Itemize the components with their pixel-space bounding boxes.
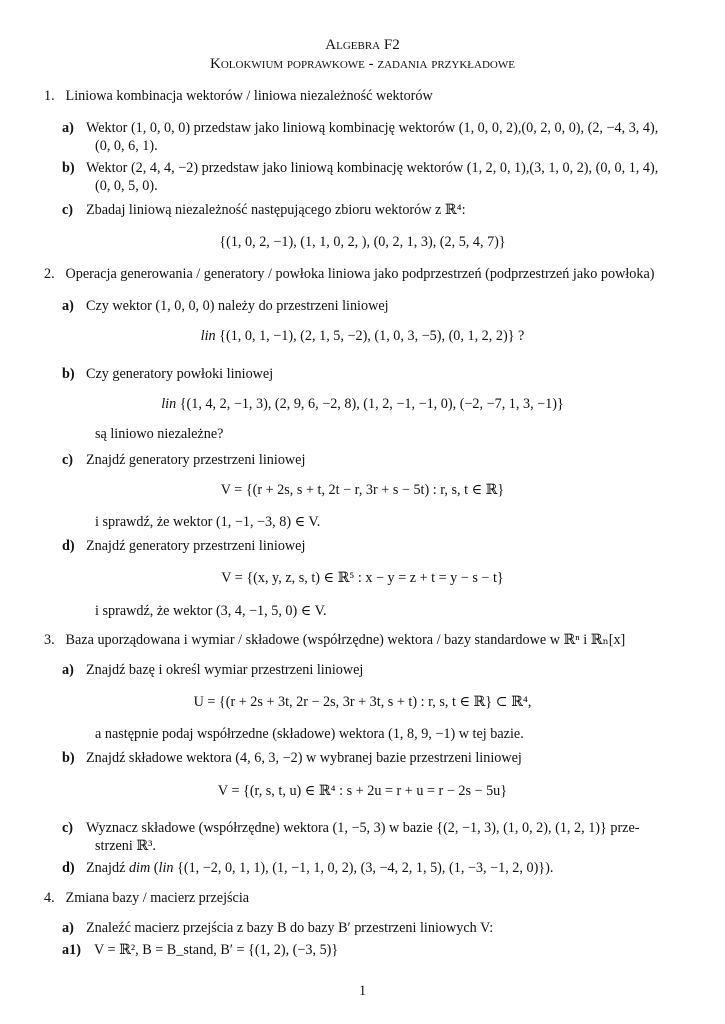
section-title: Liniowa kombinacja wektorów / liniowa niezależność wektorów [65, 88, 433, 104]
item-2c-continuation: i sprawdź, że wektor (1, −1, −3, 8) ∈ V. [95, 514, 321, 530]
equation-2c: V = {(r + 2s, s + t, 2t − r, 3r + s − 5t) : r, s, t ∈ ℝ} [220, 482, 505, 498]
equation-1c: {(1, 0, 2, −1), (1, 1, 0, 2, ), (0, 2, 1, 3), (2, 5, 4, 7)} [219, 234, 506, 250]
item-label: a) [62, 120, 74, 136]
item-label: a) [62, 920, 74, 936]
section-number: 4. [44, 890, 55, 906]
section-title: Zmiana bazy / macierz przejścia [65, 890, 250, 906]
section-2-heading [44, 266, 694, 284]
item-4a [62, 920, 698, 938]
section-title: Baza uporządowana i wymiar / składowe (współrzędne) wektora / bazy standardowe w ℝⁿ i ℝₙ[x] [65, 632, 626, 648]
section-3-heading [44, 632, 694, 650]
item-1a-continuation: (0, 0, 6, 1). [95, 138, 158, 154]
item-text: Czy wektor (1, 0, 0, 0) należy do przestrzeni liniowej [86, 298, 389, 314]
lin-operator: lin [200, 328, 216, 344]
document-title: Algebra F2 [325, 37, 400, 53]
item-text: Znajdź składowe wektora (4, 6, 3, −2) w wybranej bazie przestrzeni liniowej [86, 750, 522, 766]
item-label: b) [62, 750, 75, 766]
section-number: 1. [44, 88, 55, 104]
item-2c [62, 452, 698, 470]
dim-operator: dim [128, 860, 151, 876]
item-text: Znajdź generatory przestrzeni liniowej [86, 452, 306, 468]
item-1c [62, 202, 698, 220]
item-text: V = ℝ², B = B_stand, B′ = {(1, 2), (−3, 5)} [94, 942, 339, 958]
section-4-heading [44, 890, 694, 908]
document-subtitle: Kolokwium poprawkowe - zadania przykładowe [210, 56, 515, 72]
item-label: c) [62, 452, 74, 468]
item-2b-continuation: są liniowo niezależne? [95, 426, 224, 442]
item-label: b) [62, 160, 75, 176]
item-label: d) [62, 860, 75, 876]
equation-body: {(1, 4, 2, −1, 3), (2, 9, 6, −2, 8), (1, 2, −1, −1, 0), (−2, −7, 1, 3, −1)} [176, 396, 564, 412]
item-2d-continuation: i sprawdź, że wektor (3, 4, −1, 5, 0) ∈ V. [95, 603, 327, 619]
item-text: Znajdź bazę i określ wymiar przestrzeni liniowej [86, 662, 364, 678]
item-label: b) [62, 366, 75, 382]
item-text: Wyznacz składowe (współrzędne) wektora (1, −5, 3) w bazie {(2, −1, 3), (1, 0, 2), (1, 2, 1)} prze- [86, 820, 640, 836]
item-3a [62, 662, 698, 680]
item-text: Zbadaj liniową niezależność następującego zbioru wektorów z ℝ⁴: [86, 202, 466, 218]
item-label: d) [62, 538, 75, 554]
lin-operator: lin [158, 860, 174, 876]
item-label: c) [62, 820, 74, 836]
item-text: Wektor (2, 4, 4, −2) przedstaw jako liniową kombinację wektorów (1, 2, 0, 1),(3, 1, 0, 2), (0, 0, 1, 4), [86, 160, 659, 176]
section-number: 2. [44, 266, 55, 282]
item-2d [62, 538, 698, 556]
item-text: Czy generatory powłoki liniowej [86, 366, 274, 382]
section-title: Operacja generowania / generatory / powłoka liniowa jako podprzestrzeń (podprzestrzeń jako powłoka) [65, 266, 655, 282]
page-number: 1 [358, 983, 367, 999]
item-text-c: {(1, −2, 0, 1, 1), (1, −1, 1, 0, 2), (3, −4, 2, 1, 5), (1, −3, −1, 2, 0)}). [173, 860, 554, 876]
item-4a1 [62, 942, 698, 960]
item-text: Wektor (1, 0, 0, 0) przedstaw jako liniową kombinację wektorów (1, 0, 0, 2),(0, 2, 0, 0), (2, −4, 3, 4), [86, 120, 659, 136]
equation-2b [0, 396, 725, 414]
equation-3a: U = {(r + 2s + 3t, 2r − 2s, 3r + 3t, s + t) : r, s, t ∈ ℝ} ⊂ ℝ⁴, [193, 694, 532, 710]
lin-operator: lin [161, 396, 177, 412]
item-label: a) [62, 298, 74, 314]
item-3a-continuation: a następnie podaj współrzedne (składowe) wektora (1, 8, 9, −1) w tej bazie. [95, 726, 524, 742]
item-2b [62, 366, 698, 384]
item-label: a) [62, 662, 74, 678]
item-3c-continuation: strzeni ℝ³. [95, 838, 156, 854]
item-text-a: Znajdź [86, 860, 129, 876]
item-text: Znajdź generatory przestrzeni liniowej [86, 538, 306, 554]
item-3c [62, 820, 698, 838]
equation-3b: V = {(r, s, t, u) ∈ ℝ⁴ : s + 2u = r + u = r − 2s − 5u} [217, 783, 508, 799]
section-number: 3. [44, 632, 55, 648]
item-1a [62, 120, 698, 138]
item-1b [62, 160, 698, 178]
item-3d [62, 860, 698, 878]
equation-body: {(1, 0, 1, −1), (2, 1, 5, −2), (1, 0, 3, −5), (0, 1, 2, 2)} ? [215, 328, 525, 344]
item-2a [62, 298, 698, 316]
item-label: c) [62, 202, 74, 218]
item-text-b: ( [150, 860, 159, 876]
item-text: Znaleźć macierz przejścia z bazy B do bazy B′ przestrzeni liniowych V: [86, 920, 494, 936]
item-1b-continuation: (0, 0, 5, 0). [95, 178, 158, 194]
item-3b [62, 750, 698, 768]
equation-2d: V = {(x, y, z, s, t) ∈ ℝ⁵ : x − y = z + t = y − s − t} [221, 570, 504, 586]
equation-2a [0, 328, 725, 346]
item-label: a1) [62, 942, 81, 958]
section-1-heading [44, 88, 694, 106]
